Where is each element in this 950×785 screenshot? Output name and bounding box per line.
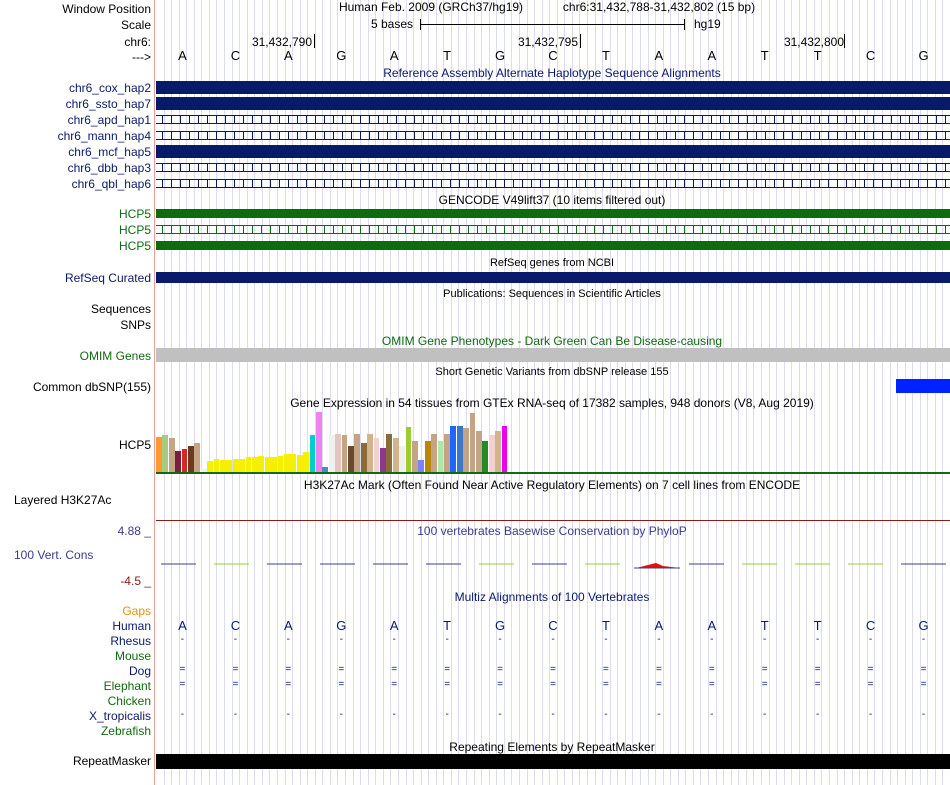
h3k27ac-title[interactable]: H3K27Ac Mark (Often Found Near Active Regulatory Elements) on 7 cell lines from ENCODE [303,478,801,492]
ruler-tick-2 [580,34,581,48]
alt-hap-label-1[interactable]: chr6_cox_hap2 [68,81,151,95]
multiz-human-base: A [389,618,399,633]
alt-hap-track-5[interactable] [156,145,950,158]
multiz-match-mark: - [233,709,238,720]
gtex-tissue-bar[interactable] [374,438,380,472]
multiz-match-mark: = [920,679,927,690]
multiz-human-base: A [654,618,664,633]
gtex-tissue-bar[interactable] [335,434,341,472]
gtex-tissue-bar[interactable] [476,431,482,472]
base-letter: A [389,48,399,63]
gtex-tissue-bar[interactable] [418,460,424,472]
phylop-wiggle[interactable] [156,555,950,577]
alt-hap-label-3[interactable]: chr6_apd_hap1 [67,113,151,127]
scale-text: 5 bases [371,17,414,31]
multiz-title[interactable]: Multiz Alignments of 100 Vertebrates [454,590,650,604]
multiz-human-base: T [760,618,769,633]
multiz-match-mark: - [815,634,820,645]
scale-label: Scale [120,18,151,32]
gencode-track-1[interactable] [156,209,950,218]
multiz-human-base: T [443,618,452,633]
multiz-match-mark: - [763,634,767,645]
multiz-match-mark: = [179,679,186,690]
scale-bar-right-cap [684,19,685,30]
gtex-tissue-bar[interactable] [297,455,303,472]
gtex-tissue-bar[interactable] [444,434,450,472]
gtex-tissue-bar[interactable] [489,435,495,472]
gtex-tissue-bar[interactable] [169,438,175,472]
chrom-label: chr6: [124,35,151,49]
multiz-match-mark: - [339,709,343,720]
multiz-match-mark: - [815,709,820,720]
gtex-bar-chart[interactable] [156,411,950,472]
gtex-tissue-bar[interactable] [162,435,168,472]
gencode-label-3[interactable]: HCP5 [118,239,151,253]
multiz-match-mark: = [285,664,292,675]
base-letter: T [443,48,452,63]
multiz-match-mark: - [498,709,502,720]
gtex-tissue-bar[interactable] [214,459,220,472]
gtex-tissue-bar[interactable] [303,452,309,472]
multiz-match-mark: = [391,679,398,690]
gtex-tissue-bar[interactable] [220,460,226,472]
multiz-human-base: T [813,618,822,633]
ruler-tick-label-1: 31,432,790 [251,35,312,49]
multiz-human-base: G [495,618,506,633]
multiz-human-base: C [548,618,558,633]
multiz-match-mark: = [603,664,609,675]
gtex-tissue-bar[interactable] [290,454,296,472]
refseq-track[interactable] [156,272,950,283]
multiz-match-mark: = [708,679,715,690]
dbsnp-label[interactable]: Common dbSNP(155) [32,380,151,394]
multiz-match-mark: - [657,709,661,720]
phylop-peak [636,563,680,568]
gtex-tissue-bar[interactable] [502,426,508,472]
gtex-tissue-bar[interactable] [386,434,392,472]
gtex-tissue-bar[interactable] [226,460,232,472]
multiz-match-mark: = [550,664,556,675]
base-letter: A [283,48,293,63]
multiz-match-mark: = [391,664,398,675]
multiz-match-mark: - [657,634,661,645]
multiz-match-mark: = [444,679,451,690]
multiz-match-mark: = [655,679,662,690]
gtex-tissue-bar[interactable] [406,427,412,472]
base-letter: T [601,48,610,63]
gencode-track-3[interactable] [156,241,950,250]
multiz-alignment-grid[interactable] [156,619,950,739]
multiz-match-mark: = [444,664,451,675]
gtex-tissue-bar[interactable] [354,434,360,472]
multiz-human-base: C [865,618,876,633]
omim-track[interactable] [156,348,950,362]
multiz-match-mark: = [708,664,715,675]
gtex-tissue-bar[interactable] [284,454,290,472]
multiz-match-mark: - [392,709,396,720]
gtex-tissue-bar[interactable] [156,437,162,472]
gtex-tissue-bar[interactable] [239,459,245,472]
multiz-match-mark: - [233,634,238,645]
gtex-tissue-bar[interactable] [207,461,213,472]
multiz-match-mark: - [498,634,502,645]
species-label-human[interactable]: Human [112,619,151,633]
gencode-title[interactable]: GENCODE V49lift37 (10 items filtered out) [438,193,666,207]
position-text: chr6:31,432,788-31,432,802 (15 bp) [562,0,756,14]
gtex-tissue-bar[interactable] [425,441,431,472]
gtex-tissue-bar[interactable] [252,457,258,472]
gtex-tissue-bar[interactable] [495,431,501,472]
publications-title[interactable]: Publications: Sequences in Scientific Articles [443,288,661,300]
multiz-match-mark: - [868,634,873,645]
gtex-tissue-bar[interactable] [316,412,322,472]
gtex-tissue-bar[interactable] [380,448,386,472]
multiz-match-mark: = [497,679,503,690]
scale-bar [420,24,684,25]
gtex-tissue-bar[interactable] [348,446,354,472]
multiz-match-mark: = [761,664,768,675]
species-label-dog[interactable]: Dog [128,664,151,678]
multiz-match-mark: - [763,709,767,720]
species-label-mouse[interactable]: Mouse [114,649,151,663]
species-label-x-tropicalis[interactable]: X_tropicalis [88,709,151,723]
gtex-tissue-bar[interactable] [438,441,444,472]
dbsnp-variant[interactable] [896,379,950,393]
label-divider [154,0,155,785]
multiz-human-base: A [707,618,717,633]
alt-hap-track-7[interactable] [156,179,950,188]
base-letter: G [495,48,506,63]
dbsnp-title[interactable]: Short Genetic Variants from dbSNP release 155 [435,366,669,378]
multiz-match-mark: - [551,634,555,645]
alt-hap-track-1[interactable] [156,81,950,94]
species-label-rhesus[interactable]: Rhesus [110,634,151,648]
phylop-bottom-value: -4.5 _ [120,574,151,588]
multiz-match-mark: = [550,679,556,690]
gtex-tissue-bar[interactable] [175,451,181,472]
alt-hap-track-2[interactable] [156,97,950,110]
gtex-baseline [156,472,950,474]
gtex-tissue-bar[interactable] [233,459,239,472]
gtex-tissue-bar[interactable] [342,435,348,472]
multiz-match-mark: - [710,634,714,645]
gtex-tissue-bar[interactable] [393,438,399,472]
omim-title[interactable]: OMIM Gene Phenotypes - Dark Green Can Be Disease-causing [381,334,723,348]
ruler-tick-label-3: 31,432,800 [783,35,844,49]
h3k27ac-label[interactable]: Layered H3K27Ac [14,493,112,507]
strand-label: ---> [132,50,151,64]
multiz-match-mark: = [814,679,821,690]
multiz-match-mark: - [921,709,926,720]
multiz-human-base: G [336,618,347,633]
gtex-tissue-bar[interactable] [310,435,316,472]
alt-hap-label-2[interactable]: chr6_ssto_hap7 [65,97,151,111]
gtex-tissue-bar[interactable] [194,443,200,472]
gtex-tissue-bar[interactable] [367,434,373,472]
omim-label[interactable]: OMIM Genes [79,349,151,363]
multiz-match-mark: - [392,634,396,645]
multiz-match-mark: = [867,664,874,675]
multiz-human-base: A [283,618,293,633]
multiz-match-mark: - [604,634,608,645]
alt-hap-track-6[interactable] [156,163,950,172]
alt-hap-title[interactable]: Reference Assembly Alternate Haplotype Sequence Alignments [383,66,721,80]
refseq-label[interactable]: RefSeq Curated [64,271,151,285]
ruler-tick-label-2: 31,432,795 [517,35,578,49]
multiz-match-mark: = [232,679,239,690]
multiz-match-mark: = [920,664,927,675]
gtex-tissue-bar[interactable] [329,435,335,472]
assembly-text: Human Feb. 2009 (GRCh37/hg19) [338,0,524,14]
multiz-human-base: G [918,618,929,633]
multiz-match-mark: = [867,679,874,690]
alt-hap-label-5[interactable]: chr6_mcf_hap5 [68,145,151,159]
multiz-match-mark: - [286,634,290,645]
multiz-match-mark: - [180,709,185,720]
h3k27ac-signal-line [156,520,950,521]
scale-bar-left-cap [420,19,421,30]
window-position-label: Window Position [62,2,151,16]
phylop-label[interactable]: 100 Vert. Cons [14,548,94,562]
multiz-match-mark: = [338,664,345,675]
species-label-elephant[interactable]: Elephant [103,679,151,693]
multiz-match-mark: = [497,664,503,675]
gtex-tissue-bar[interactable] [457,426,463,472]
gtex-tissue-bar[interactable] [463,428,469,472]
alt-hap-track-3[interactable] [156,115,950,124]
gtex-tissue-bar[interactable] [182,449,188,472]
multiz-human-base: C [230,618,241,633]
repeatmasker-title[interactable]: Repeating Elements by RepeatMasker [449,740,655,754]
gtex-label[interactable]: HCP5 [118,438,151,452]
base-letter: A [178,48,187,63]
multiz-human-base: A [178,618,187,633]
multiz-match-mark: - [445,634,449,645]
alt-hap-label-6[interactable]: chr6_dbb_hap3 [67,161,151,175]
multiz-match-mark: - [710,709,714,720]
multiz-match-mark: = [814,664,821,675]
gtex-tissue-bar[interactable] [258,456,264,472]
publications-sequences-label[interactable]: Sequences [90,302,151,316]
alt-hap-label-7[interactable]: chr6_qbl_hap6 [71,177,151,191]
gencode-label-1[interactable]: HCP5 [118,207,151,221]
multiz-match-mark: = [285,679,292,690]
phylop-title[interactable]: 100 vertebrates Basewise Conservation by PhyloP [417,524,687,538]
gtex-tissue-bar[interactable] [265,457,271,472]
db-text: hg19 [694,17,721,31]
base-letter: T [813,48,822,63]
species-label-zebrafish[interactable]: Zebrafish [100,724,151,738]
base-letter: A [707,48,717,63]
multiz-match-mark: = [603,679,609,690]
multiz-match-mark: - [180,634,185,645]
gtex-tissue-bar[interactable] [399,446,405,472]
gtex-tissue-bar[interactable] [246,457,252,472]
multiz-match-mark: = [232,664,239,675]
refseq-title[interactable]: RefSeq genes from NCBI [489,257,615,269]
base-letter: C [865,48,876,63]
phylop-top-value: 4.88 _ [117,524,151,538]
multiz-match-mark: - [286,709,290,720]
gtex-tissue-bar[interactable] [482,441,488,472]
publications-snps-label[interactable]: SNPs [120,318,151,332]
multiz-match-mark: - [921,634,926,645]
gtex-tissue-bar[interactable] [361,443,367,472]
base-letter: G [918,48,929,63]
multiz-match-mark: = [655,664,662,675]
multiz-match-mark: = [761,679,768,690]
gtex-tissue-bar[interactable] [188,446,194,472]
repeatmasker-label[interactable]: RepeatMasker [72,754,151,768]
repeatmasker-track[interactable] [156,754,950,769]
gtex-tissue-bar[interactable] [450,426,456,472]
gencode-track-2[interactable] [156,225,950,234]
multiz-match-mark: - [339,634,343,645]
multiz-human-base: T [601,618,610,633]
gtex-tissue-bar[interactable] [431,434,437,472]
multiz-match-mark: - [551,709,555,720]
multiz-match-mark: = [338,679,345,690]
gtex-tissue-bar[interactable] [470,413,476,472]
multiz-match-mark: - [445,709,449,720]
ruler-tick-3 [844,34,845,48]
species-label-chicken[interactable]: Chicken [107,694,151,708]
multiz-gaps-label[interactable]: Gaps [122,604,151,618]
multiz-match-mark: = [179,664,186,675]
base-letter: C [548,48,558,63]
base-sequence-row [156,49,950,63]
multiz-match-mark: - [604,709,608,720]
alt-hap-label-4[interactable]: chr6_mann_hap4 [57,129,151,143]
multiz-match-mark: - [868,709,873,720]
gtex-title[interactable]: Gene Expression in 54 tissues from GTEx RNA-seq of 17382 samples, 948 donors (V8, Aug 2019) [290,396,814,410]
gtex-tissue-bar[interactable] [271,457,277,472]
alt-hap-track-4[interactable] [156,131,950,140]
gtex-tissue-bar[interactable] [412,441,418,472]
ruler-tick-1 [314,34,315,48]
base-letter: T [760,48,769,63]
base-letter: C [230,48,241,63]
base-letter: G [336,48,347,63]
gtex-tissue-bar[interactable] [278,456,284,472]
track-labels-column [0,0,153,785]
gencode-label-2[interactable]: HCP5 [118,223,151,237]
track-data-area[interactable] [156,0,950,785]
base-letter: A [654,48,664,63]
